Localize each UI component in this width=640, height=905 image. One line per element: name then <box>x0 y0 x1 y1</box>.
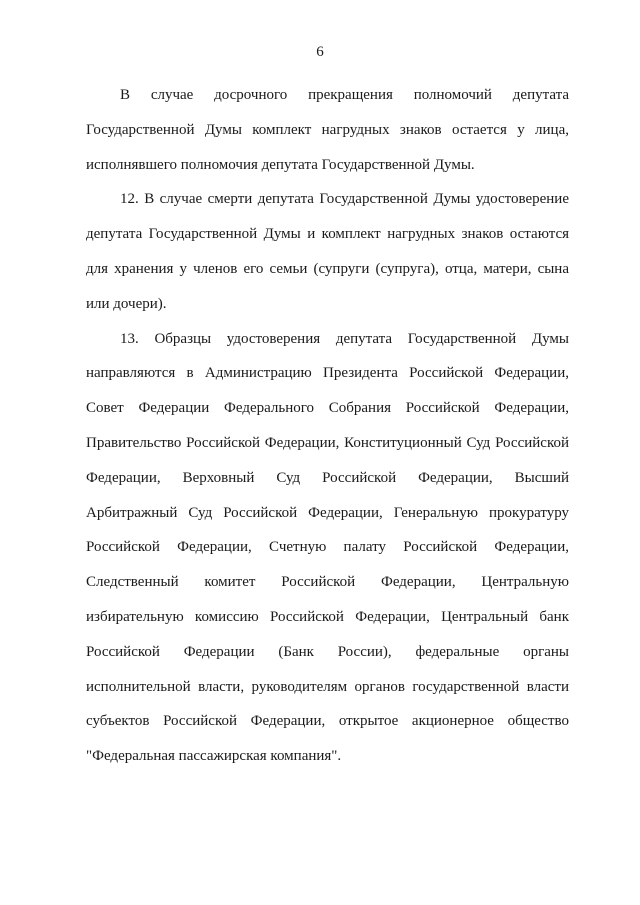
text-line: В случае досрочного прекращения полномочий депутата <box>120 87 569 103</box>
paragraph-12 <box>86 182 569 321</box>
text-line: 13. Образцы удостоверения депутата Государственной Думы <box>120 330 569 347</box>
text-line: 12. В случае смерти депутата Государственной Думы удостоверение <box>120 191 569 208</box>
text-line: исполнительной власти, руководителям органов государственной власти <box>86 678 569 695</box>
paragraph-13 <box>86 322 569 774</box>
document-body <box>86 78 569 774</box>
text-line: "Федеральная пассажирская компания". <box>86 748 342 765</box>
text-line: Следственный комитет Российской Федерации, Центральную <box>86 574 569 591</box>
text-line: Государственной Думы комплект нагрудных знаков остается у лица, <box>86 121 569 138</box>
text-line: исполнявшего полномочия депутата Государственной Думы. <box>86 156 475 173</box>
paragraph-early-termination <box>86 78 569 182</box>
text-line: Федерации, Верховный Суд Российской Федерации, Высший <box>86 469 569 486</box>
text-line: Российской Федерации (Банк России), федеральные органы <box>86 643 569 660</box>
text-line: для хранения у членов его семьи (супруги (супруга), отца, матери, сына <box>86 260 569 277</box>
text-line: избирательную комиссию Российской Федерации, Центральный банк <box>86 608 569 625</box>
text-line: Российской Федерации, Счетную палату Российской Федерации, <box>86 539 569 556</box>
text-line: Совет Федерации Федерального Собрания Российской Федерации, <box>86 400 569 417</box>
text-line: депутата Государственной Думы и комплект нагрудных знаков остаются <box>86 226 569 243</box>
page-number: 6 <box>316 44 324 60</box>
text-line: или дочери). <box>86 295 167 312</box>
text-line: субъектов Российской Федерации, открытое акционерное общество <box>86 713 569 730</box>
text-line: Правительство Российской Федерации, Конституционный Суд Российской <box>86 434 569 451</box>
text-line: Арбитражный Суд Российской Федерации, Генеральную прокуратуру <box>86 504 569 521</box>
text-line: направляются в Администрацию Президента Российской Федерации, <box>86 365 569 382</box>
